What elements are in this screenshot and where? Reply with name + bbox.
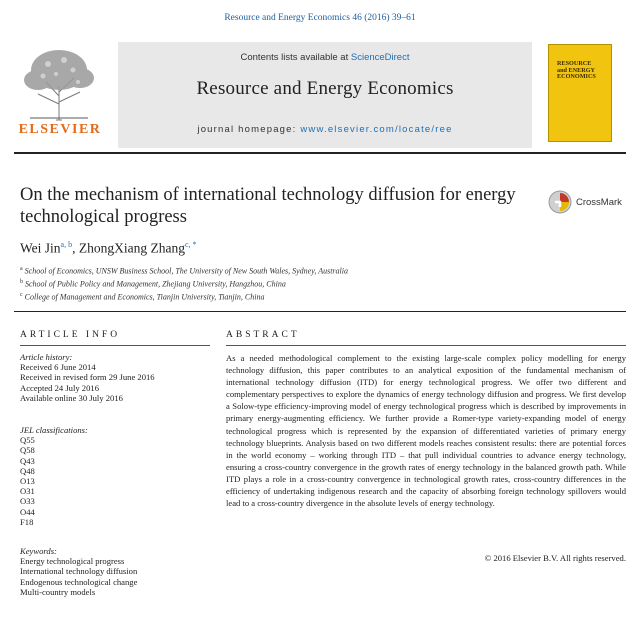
crossmark-label[interactable]: CrossMark (576, 197, 622, 208)
crossmark-icon (548, 190, 572, 214)
jel-classifications (20, 425, 210, 527)
journal-title: Resource and Energy Economics (196, 78, 454, 99)
author-separator: , (72, 240, 79, 256)
affiliation-marker: a (20, 266, 23, 272)
keyword: International technology diffusion (20, 566, 138, 577)
affiliation-item (20, 264, 348, 277)
article-info-rule (20, 345, 210, 346)
jel-code: O31 (20, 486, 35, 497)
history-item: Received in revised form 29 June 2016 (20, 372, 155, 383)
cover-title-line: RESOURCE (557, 60, 592, 67)
homepage-prefix: journal homepage: (197, 124, 301, 135)
elsevier-wordmark: ELSEVIER (18, 122, 102, 137)
jel-list (20, 435, 210, 527)
keywords-list (20, 556, 210, 597)
jel-label: JEL classifications: (20, 425, 88, 435)
elsevier-tree-logo (18, 46, 100, 122)
history-list (20, 362, 210, 403)
history-item: Available online 30 July 2016 (20, 392, 123, 403)
history-item: Accepted 24 July 2016 (20, 382, 99, 393)
affiliation-text: School of Public Policy and Management, Zhejiang University, Hangzhou, China (25, 279, 286, 289)
jel-code: Q48 (20, 465, 35, 476)
jel-code: O13 (20, 476, 35, 487)
keyword: Multi-country models (20, 586, 96, 597)
jel-code: Q43 (20, 455, 35, 466)
contents-line (118, 52, 532, 63)
author-affil-marker[interactable]: a, b (60, 240, 73, 249)
article-title: On the mechanism of international technology diffusion for energy technological progress (20, 185, 516, 227)
keywords-label: Keywords: (20, 546, 57, 556)
keyword: Endogenous technological change (20, 576, 138, 587)
article-history (20, 352, 210, 403)
affiliation-item (20, 290, 348, 303)
cover-title-line: and ENERGY (557, 66, 595, 74)
sciencedirect-link[interactable]: ScienceDirect (350, 52, 410, 63)
author-name[interactable]: ZhongXiang Zhang (78, 240, 185, 256)
affiliation-item (20, 277, 348, 290)
affiliations (20, 264, 348, 303)
author-affil-marker[interactable]: c, * (184, 240, 197, 249)
abstract-heading: ABSTRACT (226, 330, 300, 340)
author-name[interactable]: Wei Jin (20, 240, 61, 256)
article-info-heading: ARTICLE INFO (20, 330, 121, 340)
section-rule (14, 311, 626, 312)
keyword: Energy technological progress (20, 556, 125, 567)
jel-code: O44 (20, 506, 35, 517)
affiliation-marker: c (20, 292, 23, 299)
jel-code: Q58 (20, 445, 35, 456)
journal-citation[interactable]: Resource and Energy Economics 46 (2016) 39–61 (224, 13, 416, 23)
keywords (20, 546, 210, 597)
journal-cover[interactable] (548, 44, 612, 142)
author-list (20, 240, 197, 257)
homepage-line (118, 124, 532, 135)
contents-prefix: Contents lists available at (240, 52, 351, 63)
jel-code: F18 (20, 516, 34, 527)
history-label: Article history: (20, 352, 73, 362)
crossmark-button[interactable] (548, 190, 572, 214)
cover-title (557, 61, 596, 81)
history-item: Received 6 June 2014 (20, 362, 96, 373)
abstract-rule (226, 345, 626, 346)
jel-code: O33 (20, 496, 35, 507)
header-rule (14, 152, 626, 154)
abstract-text: As a needed methodological complement to the existing large-scale complex policy modelling for energy technology diffusion, this paper contributes to an analytical exposition of the fundamental mechanism of international technology diffusion (ITD) for energy technological progress. We offer two different and complementary perspectives to explore the dynamics of energy technology diffusion and progress. We first develop a Solow-type efficiency-improving model of energy technological progress which is described by improvements in primary energy-augmenting efficiency. We further provide a Romer-type variety-expanding model of energy technological progress which is represented by the expansion of differentiated varieties of primary energy technology blueprints. Analysis based on two different models reaches consistent results: there are potential forces in the world economy – working through ITD – that pull individual countries to advance energy technology, ensuring a cross-country convergence in the growth rates of energy technology in the balanced growth path. While ITD plays a role in a cross-country convergence in technological growth rates, cross-country differences in the efficiency of undertaking indigenous research and the capacity of absorbing foreign technology spillovers would lead to a cross-country divergence in the absolute levels of energy technology. (226, 353, 626, 509)
elsevier-tree-icon (18, 46, 100, 122)
jel-code: Q55 (20, 435, 35, 446)
affiliation-text: School of Economics, UNSW Business School, The University of New South Wales, Sydney, Australia (24, 266, 348, 276)
affiliation-marker: b (20, 279, 23, 286)
copyright-notice: © 2016 Elsevier B.V. All rights reserved. (484, 553, 626, 563)
cover-title-line: ECONOMICS (557, 73, 596, 81)
homepage-link[interactable]: www.elsevier.com/locate/ree (300, 124, 453, 135)
affiliation-text: College of Management and Economics, Tianjin University, Tianjin, China (24, 292, 265, 302)
